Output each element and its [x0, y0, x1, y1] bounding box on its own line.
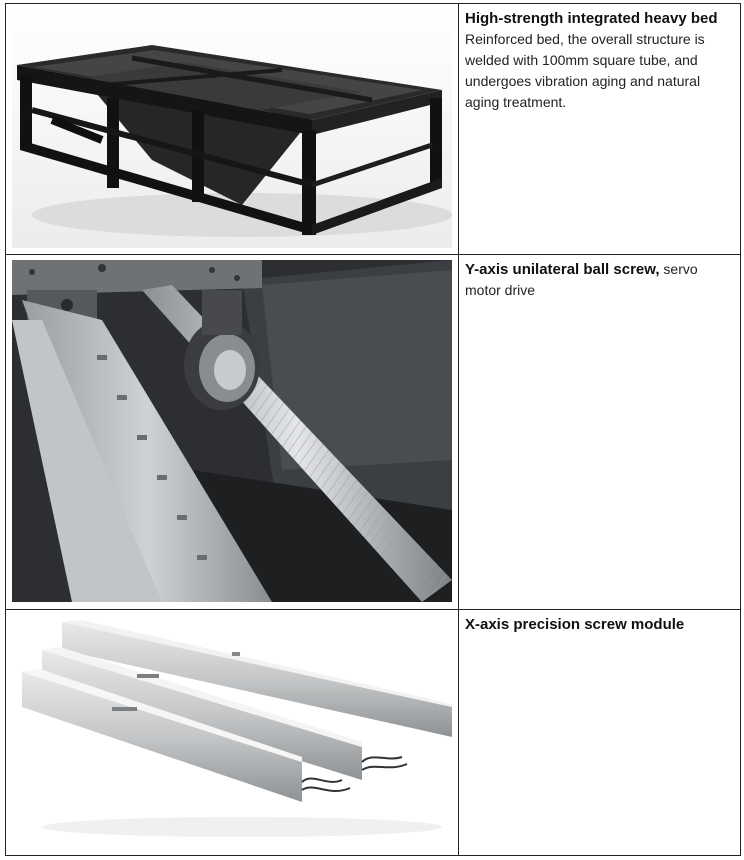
- x-axis-screw-module-photo: [12, 612, 452, 848]
- image-cell: [6, 4, 459, 255]
- y-axis-ball-screw-photo: [12, 260, 452, 602]
- image-cell: [6, 255, 459, 609]
- text-cell: [459, 255, 741, 609]
- row-description: Reinforced bed, the overall structure is welded with 100mm square tube, and undergoes vibration aging and natural aging treatment.: [465, 31, 705, 110]
- table-row: [6, 609, 741, 855]
- row-title: Y-axis unilateral ball screw,: [465, 261, 660, 279]
- row-description: servo motor drive: [465, 261, 698, 299]
- table-row: [6, 255, 741, 609]
- image-cell: [6, 609, 459, 855]
- text-cell: [459, 4, 741, 255]
- spec-table: [5, 3, 741, 856]
- heavy-bed-frame-photo: [12, 10, 452, 248]
- text-cell: [459, 609, 741, 855]
- row-title: High-strength integrated heavy bed: [465, 10, 718, 27]
- table-row: [6, 4, 741, 255]
- row-title: X-axis precision screw module: [465, 615, 685, 633]
